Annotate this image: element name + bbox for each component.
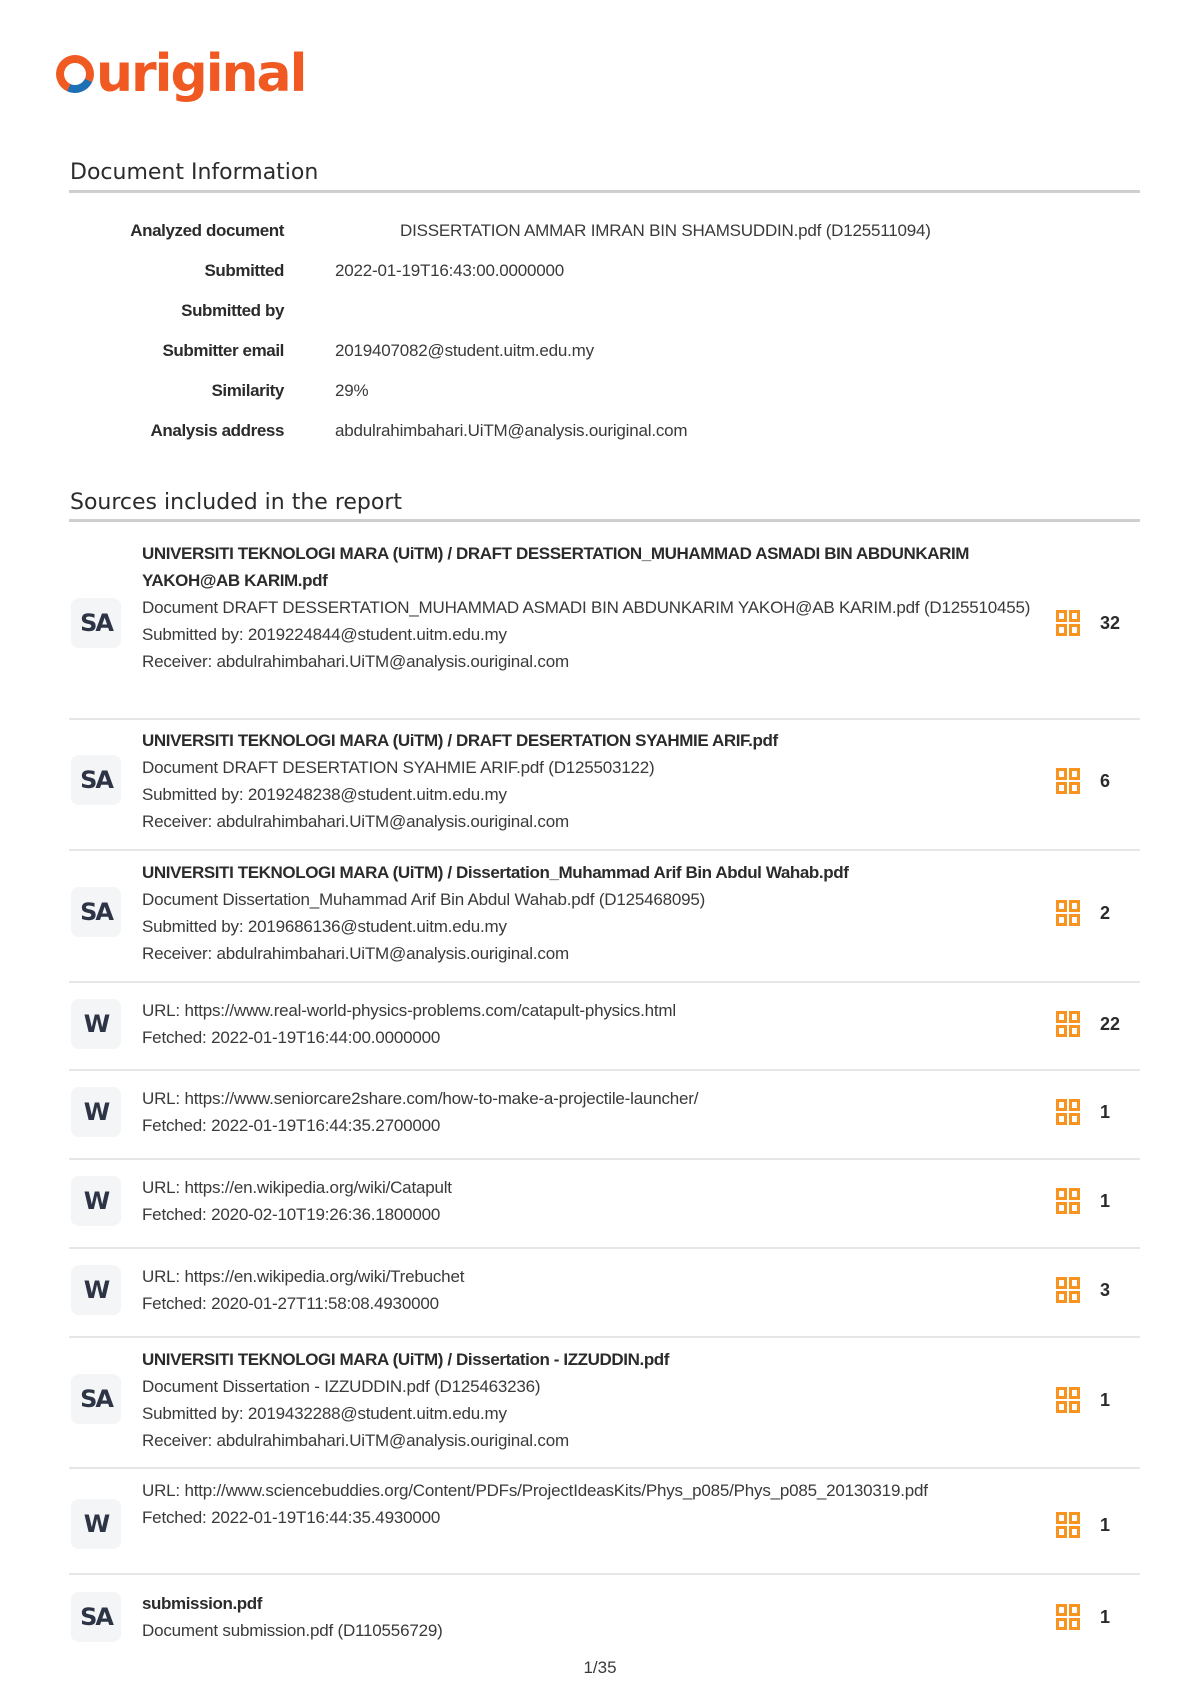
source-submitted-by: Submitted by: 2019686136@student.uitm.edu.my [142, 917, 507, 936]
student-archive-icon: SA [71, 1374, 121, 1424]
match-count[interactable]: 32 [1056, 610, 1124, 636]
grid-icon [1056, 1387, 1080, 1413]
source-title[interactable]: UNIVERSITI TEKNOLOGI MARA (UiTM) / DRAFT DESSERTATION_MUHAMMAD ASMADI BIN ABDUNKARIM YAKOH@AB KARIM.pdf [142, 544, 970, 590]
match-count[interactable]: 1 [1056, 1099, 1124, 1125]
source-receiver: Receiver: abdulrahimbahari.UiTM@analysis.ouriginal.com [142, 652, 569, 671]
logo-wordmark: uriginal [96, 44, 306, 104]
match-count[interactable]: 1 [1056, 1512, 1124, 1538]
row-divider [69, 1336, 1140, 1338]
web-source-icon: W [71, 1265, 121, 1315]
info-value-analyzed-document: DISSERTATION AMMAR IMRAN BIN SHAMSUDDIN.pdf (D125511094) [400, 221, 931, 240]
source-title[interactable]: UNIVERSITI TEKNOLOGI MARA (UiTM) / Dissertation_Muhammad Arif Bin Abdul Wahab.pdf [142, 863, 849, 882]
source-url[interactable]: URL: https://www.seniorcare2share.com/how-to-make-a-projectile-launcher/ [142, 1089, 699, 1108]
source-item[interactable] [69, 540, 1140, 710]
source-submitted-by: Submitted by: 2019432288@student.uitm.edu.my [142, 1404, 507, 1423]
source-url[interactable]: URL: http://www.sciencebuddies.org/Content/PDFs/ProjectIdeasKits/Phys_p085/Phys_p085_20130319.pdf [142, 1481, 928, 1500]
web-source-icon: W [71, 1087, 121, 1137]
source-title[interactable]: submission.pdf [142, 1594, 263, 1613]
grid-icon [1056, 900, 1080, 926]
match-count[interactable]: 1 [1056, 1604, 1124, 1630]
web-source-icon: W [71, 1499, 121, 1549]
source-title[interactable]: UNIVERSITI TEKNOLOGI MARA (UiTM) / DRAFT DESERTATION SYAHMIE ARIF.pdf [142, 731, 778, 750]
row-divider [69, 981, 1140, 983]
match-count[interactable]: 1 [1056, 1188, 1124, 1214]
source-url[interactable]: URL: https://www.real-world-physics-problems.com/catapult-physics.html [142, 1001, 676, 1020]
match-count[interactable]: 6 [1056, 768, 1124, 794]
source-item[interactable] [69, 1174, 1140, 1234]
logo-o-mark-icon [51, 50, 100, 99]
match-count[interactable]: 3 [1056, 1277, 1124, 1303]
web-source-icon: W [71, 999, 121, 1049]
info-value-submitter-email: 2019407082@student.uitm.edu.my [335, 341, 594, 360]
grid-icon [1056, 610, 1080, 636]
source-item[interactable] [69, 1590, 1140, 1650]
grid-icon [1056, 1512, 1080, 1538]
source-fetched: Fetched: 2022-01-19T16:44:00.0000000 [142, 1028, 441, 1047]
student-archive-icon: SA [71, 887, 121, 937]
source-item[interactable] [69, 727, 1140, 847]
section-divider [69, 190, 1140, 193]
source-item[interactable] [69, 859, 1140, 979]
source-submitted-by: Submitted by: 2019224844@student.uitm.edu.my [142, 625, 507, 644]
source-document: Document submission.pdf (D110556729) [142, 1621, 443, 1640]
source-item[interactable] [69, 997, 1140, 1057]
source-submitted-by: Submitted by: 2019248238@student.uitm.edu.my [142, 785, 507, 804]
source-item[interactable] [69, 1085, 1140, 1145]
info-value-analysis-address: abdulrahimbahari.UiTM@analysis.ouriginal.com [335, 421, 688, 440]
info-row-similarity [0, 376, 1200, 406]
grid-icon [1056, 1188, 1080, 1214]
grid-icon [1056, 1604, 1080, 1630]
row-divider [69, 1069, 1140, 1071]
source-document: Document Dissertation - IZZUDDIN.pdf (D125463236) [142, 1377, 541, 1396]
source-title[interactable]: UNIVERSITI TEKNOLOGI MARA (UiTM) / Dissertation - IZZUDDIN.pdf [142, 1350, 670, 1369]
grid-icon [1056, 1099, 1080, 1125]
row-divider [69, 1247, 1140, 1249]
source-document: Document Dissertation_Muhammad Arif Bin Abdul Wahab.pdf (D125468095) [142, 890, 706, 909]
info-row-analyzed-document [0, 216, 1200, 246]
info-label: Similarity [211, 381, 284, 400]
info-row-analysis-address [0, 416, 1200, 446]
ouriginal-logo [56, 42, 305, 106]
info-label: Analysis address [150, 421, 284, 440]
row-divider [69, 1158, 1140, 1160]
source-fetched: Fetched: 2022-01-19T16:44:35.2700000 [142, 1116, 441, 1135]
grid-icon [1056, 1011, 1080, 1037]
document-information-heading: Document Information [70, 160, 319, 185]
info-row-submitter-email [0, 336, 1200, 366]
source-url[interactable]: URL: https://en.wikipedia.org/wiki/Catapult [142, 1178, 452, 1197]
match-count[interactable]: 2 [1056, 900, 1124, 926]
info-label: Analyzed document [130, 221, 284, 240]
grid-icon [1056, 768, 1080, 794]
grid-icon [1056, 1277, 1080, 1303]
info-label: Submitted by [181, 301, 284, 320]
source-item[interactable] [69, 1346, 1140, 1466]
page-number: 1/35 [583, 1658, 617, 1677]
student-archive-icon: SA [71, 1592, 121, 1642]
source-receiver: Receiver: abdulrahimbahari.UiTM@analysis.ouriginal.com [142, 1431, 569, 1450]
info-row-submitted-by [0, 296, 1200, 326]
source-fetched: Fetched: 2022-01-19T16:44:35.4930000 [142, 1508, 441, 1527]
row-divider [69, 849, 1140, 851]
source-item[interactable] [69, 1263, 1140, 1323]
sources-heading: Sources included in the report [70, 490, 403, 515]
match-count[interactable]: 1 [1056, 1387, 1124, 1413]
info-value-submitted: 2022-01-19T16:43:00.0000000 [335, 261, 565, 280]
row-divider [69, 1573, 1140, 1575]
row-divider [69, 718, 1140, 720]
info-label: Submitter email [162, 341, 284, 360]
source-url[interactable]: URL: https://en.wikipedia.org/wiki/Trebuchet [142, 1267, 465, 1286]
section-divider [69, 519, 1140, 522]
student-archive-icon: SA [71, 755, 121, 805]
match-count[interactable]: 22 [1056, 1011, 1124, 1037]
row-divider [69, 1467, 1140, 1469]
info-value-similarity: 29% [335, 381, 369, 400]
source-document: Document DRAFT DESSERTATION_MUHAMMAD ASMADI BIN ABDUNKARIM YAKOH@AB KARIM.pdf (D125510455) [142, 598, 1031, 617]
web-source-icon: W [71, 1176, 121, 1226]
source-fetched: Fetched: 2020-02-10T19:26:36.1800000 [142, 1205, 441, 1224]
info-label: Submitted [204, 261, 284, 280]
source-document: Document DRAFT DESERTATION SYAHMIE ARIF.pdf (D125503122) [142, 758, 655, 777]
source-receiver: Receiver: abdulrahimbahari.UiTM@analysis.ouriginal.com [142, 812, 569, 831]
student-archive-icon: SA [71, 598, 121, 648]
source-fetched: Fetched: 2020-01-27T11:58:08.4930000 [142, 1294, 439, 1313]
source-receiver: Receiver: abdulrahimbahari.UiTM@analysis.ouriginal.com [142, 944, 569, 963]
source-item[interactable] [69, 1477, 1140, 1572]
info-row-submitted [0, 256, 1200, 286]
